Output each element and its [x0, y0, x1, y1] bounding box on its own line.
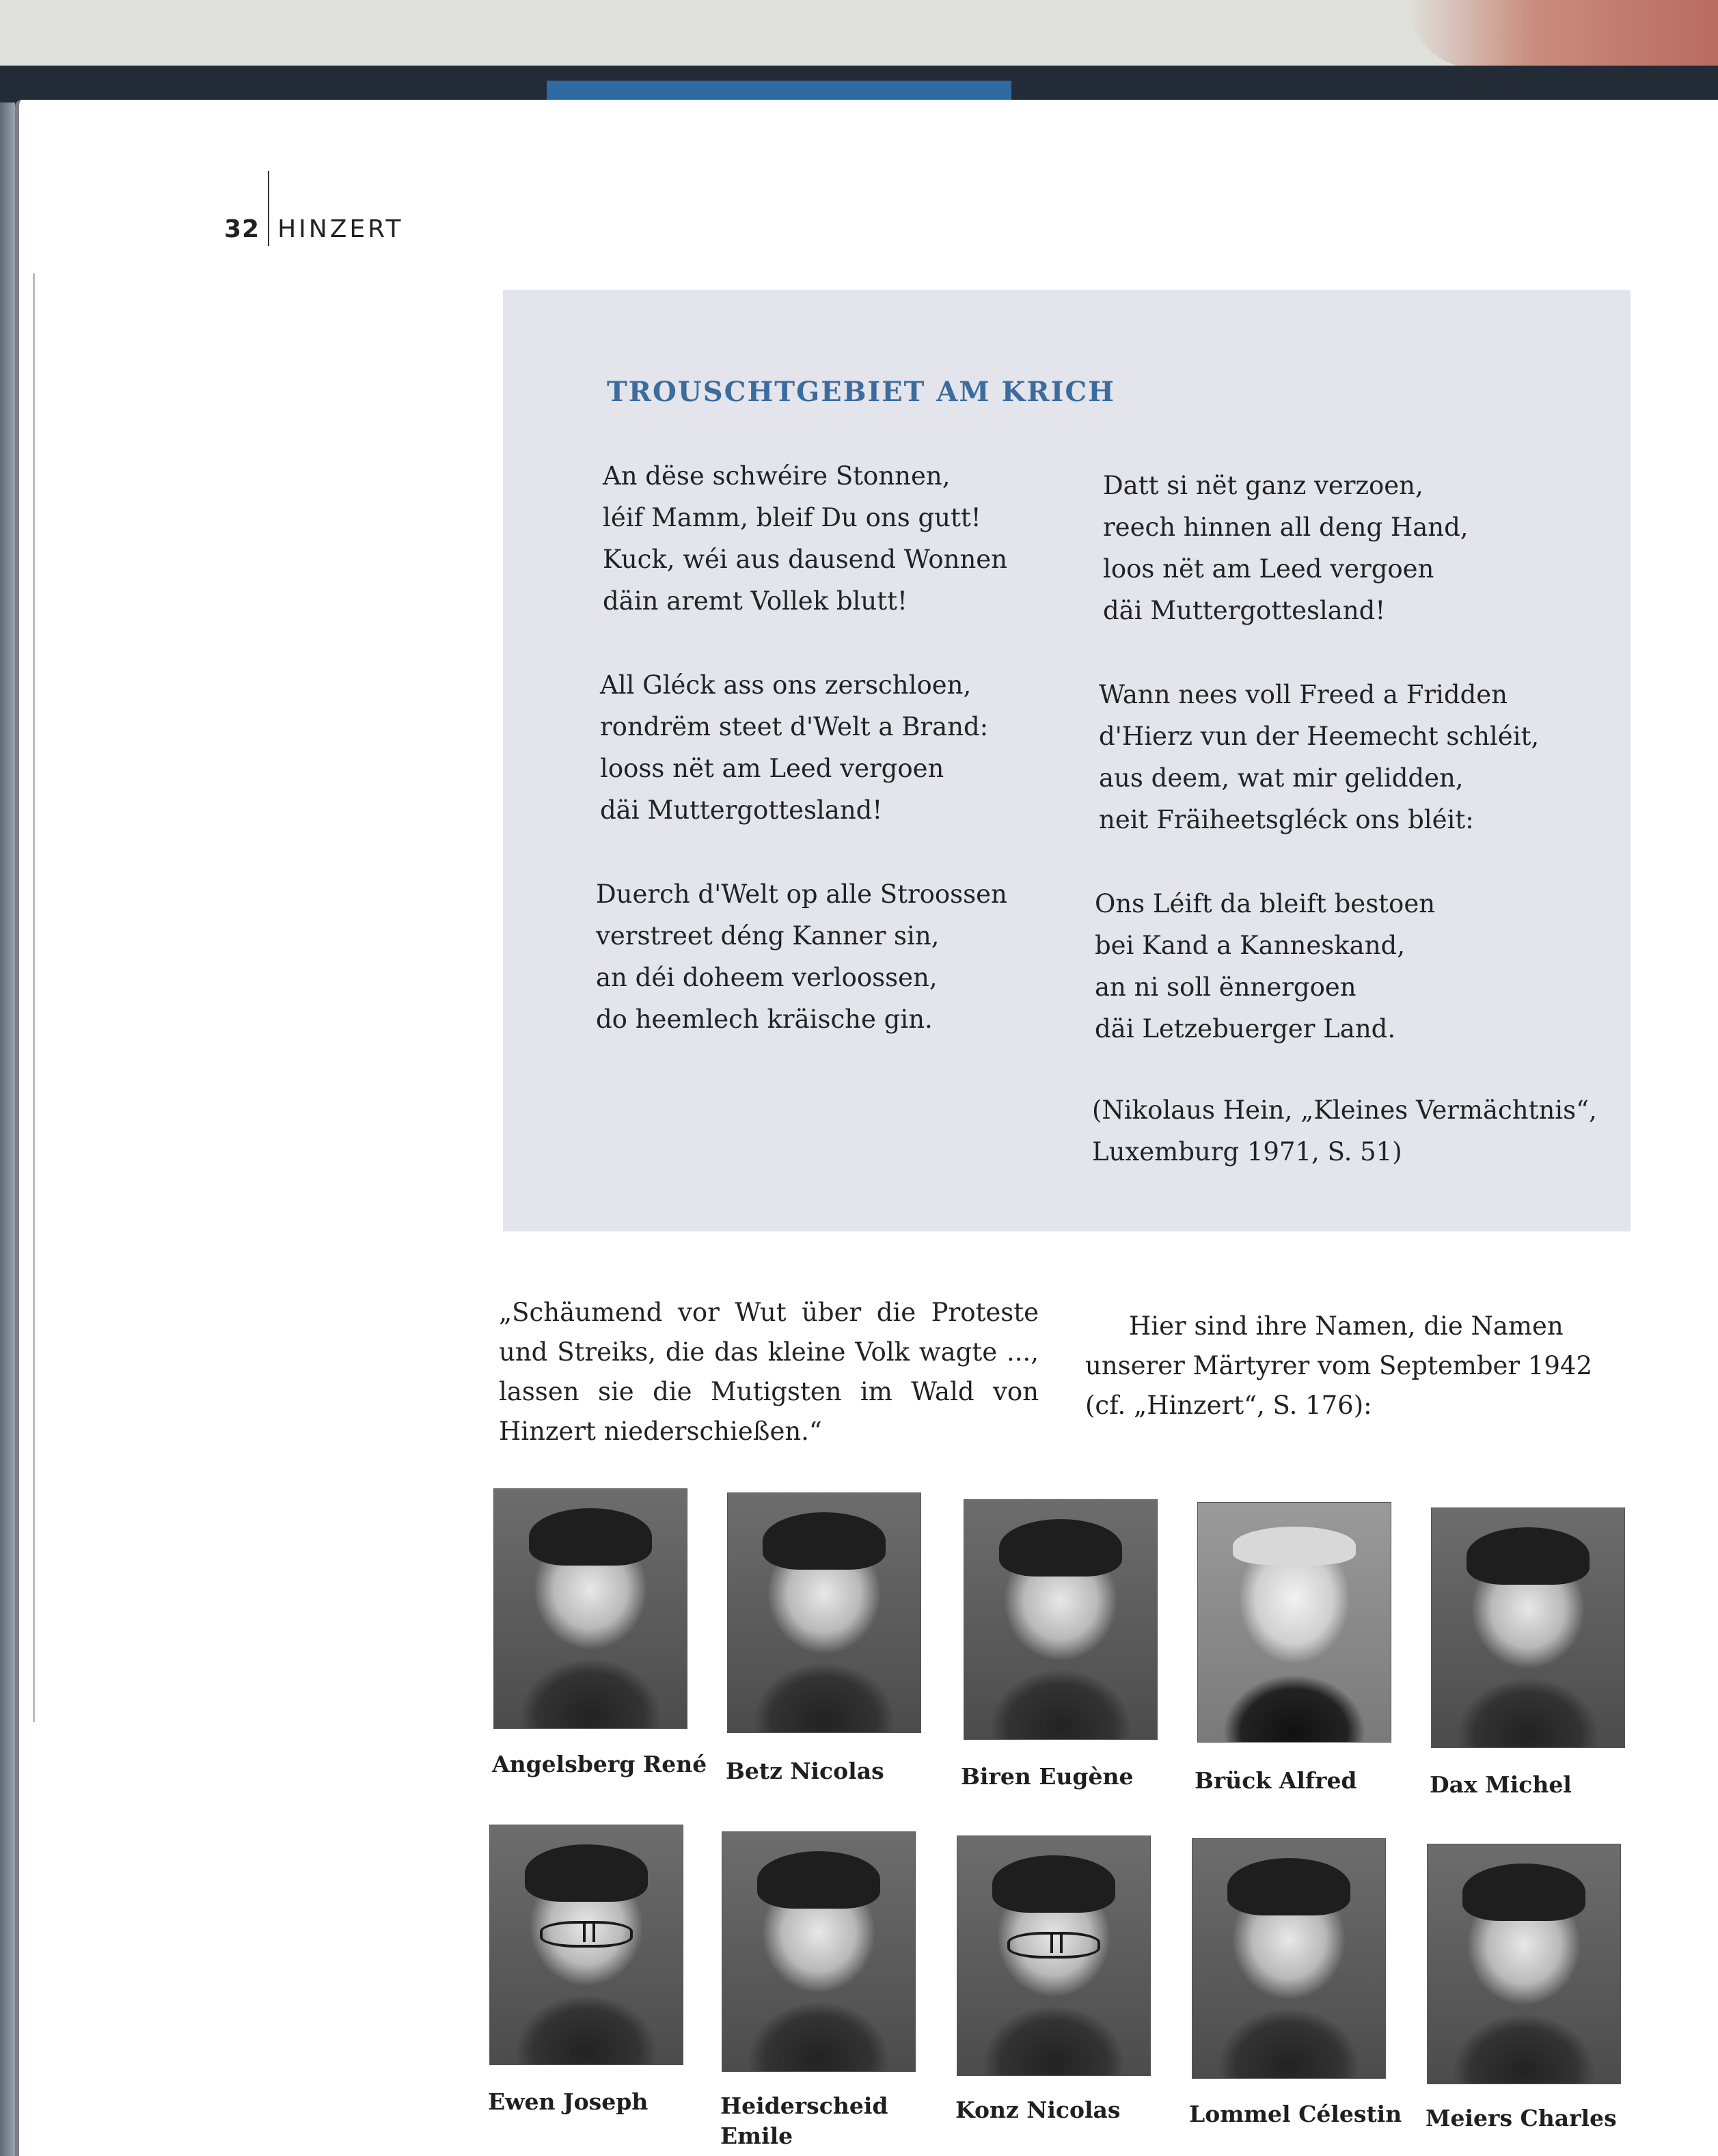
portrait-photo: [722, 1831, 916, 2072]
poem-line: Duerch d'Welt op alle Stroossen: [596, 879, 1007, 909]
poem-line: Ons Léift da bleift bestoen: [1095, 889, 1436, 918]
poem-stanza: [1095, 883, 1435, 1050]
poem-line: looss nët am Leed vergoen: [600, 754, 944, 783]
portrait-caption: Biren Eugène: [961, 1763, 1134, 1790]
poem-line: verstreet déng Kanner sin,: [596, 921, 940, 951]
poem-stanza: [1103, 465, 1469, 631]
source-line: (Nikolaus Hein, „Kleines Vermächtnis“,: [1092, 1095, 1597, 1125]
portrait-photo: [1192, 1838, 1386, 2079]
running-head: [224, 191, 404, 267]
portrait-caption: Dax Michel: [1430, 1771, 1572, 1798]
page-gutter-line: [33, 273, 35, 1722]
poem-stanza: [603, 455, 1007, 622]
poem-line: rondrëm steet d'Welt a Brand:: [600, 712, 989, 741]
portrait-caption: Brück Alfred: [1195, 1767, 1357, 1794]
poem-stanza: [596, 873, 1007, 1040]
portrait-caption: Konz Nicolas: [955, 2097, 1121, 2123]
poem-line: Wann nees voll Freed a Fridden: [1099, 680, 1508, 709]
poem-stanza: [600, 664, 988, 831]
poem-line: däi Muttergottesland!: [1103, 596, 1386, 625]
section-title: HINZERT: [277, 215, 404, 243]
portrait-caption: Lommel Célestin: [1189, 2101, 1402, 2127]
poem-line: All Gléck ass ons zerschloen,: [600, 670, 972, 700]
poem-line: neit Fräiheetsgléck ons bléit:: [1099, 805, 1474, 834]
quote-paragraph: „Schäumend vor Wut über die Proteste und Streiks, die das kleine Volk wagte ..., lassen sie die Mutigsten im Wald von Hinzert niederschießen.“: [499, 1298, 1039, 1446]
poem-line: an déi doheem verloossen,: [596, 963, 938, 992]
portrait-photo: [727, 1492, 921, 1733]
poem-line: aus deem, wat mir gelidden,: [1099, 763, 1464, 793]
poem-source: [1092, 1089, 1597, 1173]
poem-line: an ni soll ënnergoen: [1095, 972, 1356, 1002]
portrait-caption: Angelsberg René: [492, 1751, 707, 1777]
portrait-caption: Betz Nicolas: [726, 1758, 884, 1784]
source-line: Luxemburg 1971, S. 51): [1092, 1137, 1402, 1166]
poem-line: bei Kand a Kanneskand,: [1095, 931, 1405, 960]
poem-title: TROUSCHTGEBIET AM KRICH: [607, 376, 1115, 408]
names-intro-paragraph: Hier sind ihre Namen, die Namen unserer Märtyrer vom September 1942 (cf. „Hinzert“, S. 176):: [1085, 1311, 1593, 1420]
page-stack-edge: [0, 103, 15, 2156]
poem-line: reech hinnen all deng Hand,: [1103, 513, 1469, 542]
portrait-photo: [493, 1488, 687, 1729]
poem-line: däi Letzebuerger Land.: [1095, 1014, 1396, 1043]
portrait-caption: Meiers Charles: [1426, 2105, 1617, 2131]
poem-line: däi Muttergottesland!: [600, 795, 883, 825]
hand-at-edge: [1408, 0, 1718, 68]
portrait-photo: [1431, 1507, 1625, 1748]
poem-line: d'Hierz vun der Heemecht schléit,: [1099, 722, 1540, 751]
portrait-photo: [964, 1499, 1158, 1740]
poem-stanza: [1099, 674, 1539, 841]
portrait-photo: [1197, 1502, 1391, 1743]
portrait-photo: [489, 1825, 683, 2065]
poem-line: däin aremt Vollek blutt!: [603, 586, 908, 616]
poem-line: do heemlech kräische gin.: [596, 1005, 933, 1034]
portrait-caption: Ewen Joseph: [488, 2088, 649, 2115]
poem-line: Datt si nët ganz verzoen,: [1103, 471, 1423, 500]
header-rule: [268, 171, 269, 246]
poem-line: loos nët am Leed vergoen: [1103, 554, 1434, 584]
poem-line: léif Mamm, bleif Du ons gutt!: [603, 503, 981, 532]
poem-line: Kuck, wéi aus dausend Wonnen: [603, 545, 1008, 574]
portrait-photo: [1427, 1844, 1621, 2084]
poem-line: An dëse schwéire Stonnen,: [603, 461, 951, 491]
portrait-caption: Heiderscheid Emile: [720, 2092, 888, 2149]
page-number: 32: [224, 215, 260, 243]
portrait-photo: [957, 1836, 1151, 2076]
